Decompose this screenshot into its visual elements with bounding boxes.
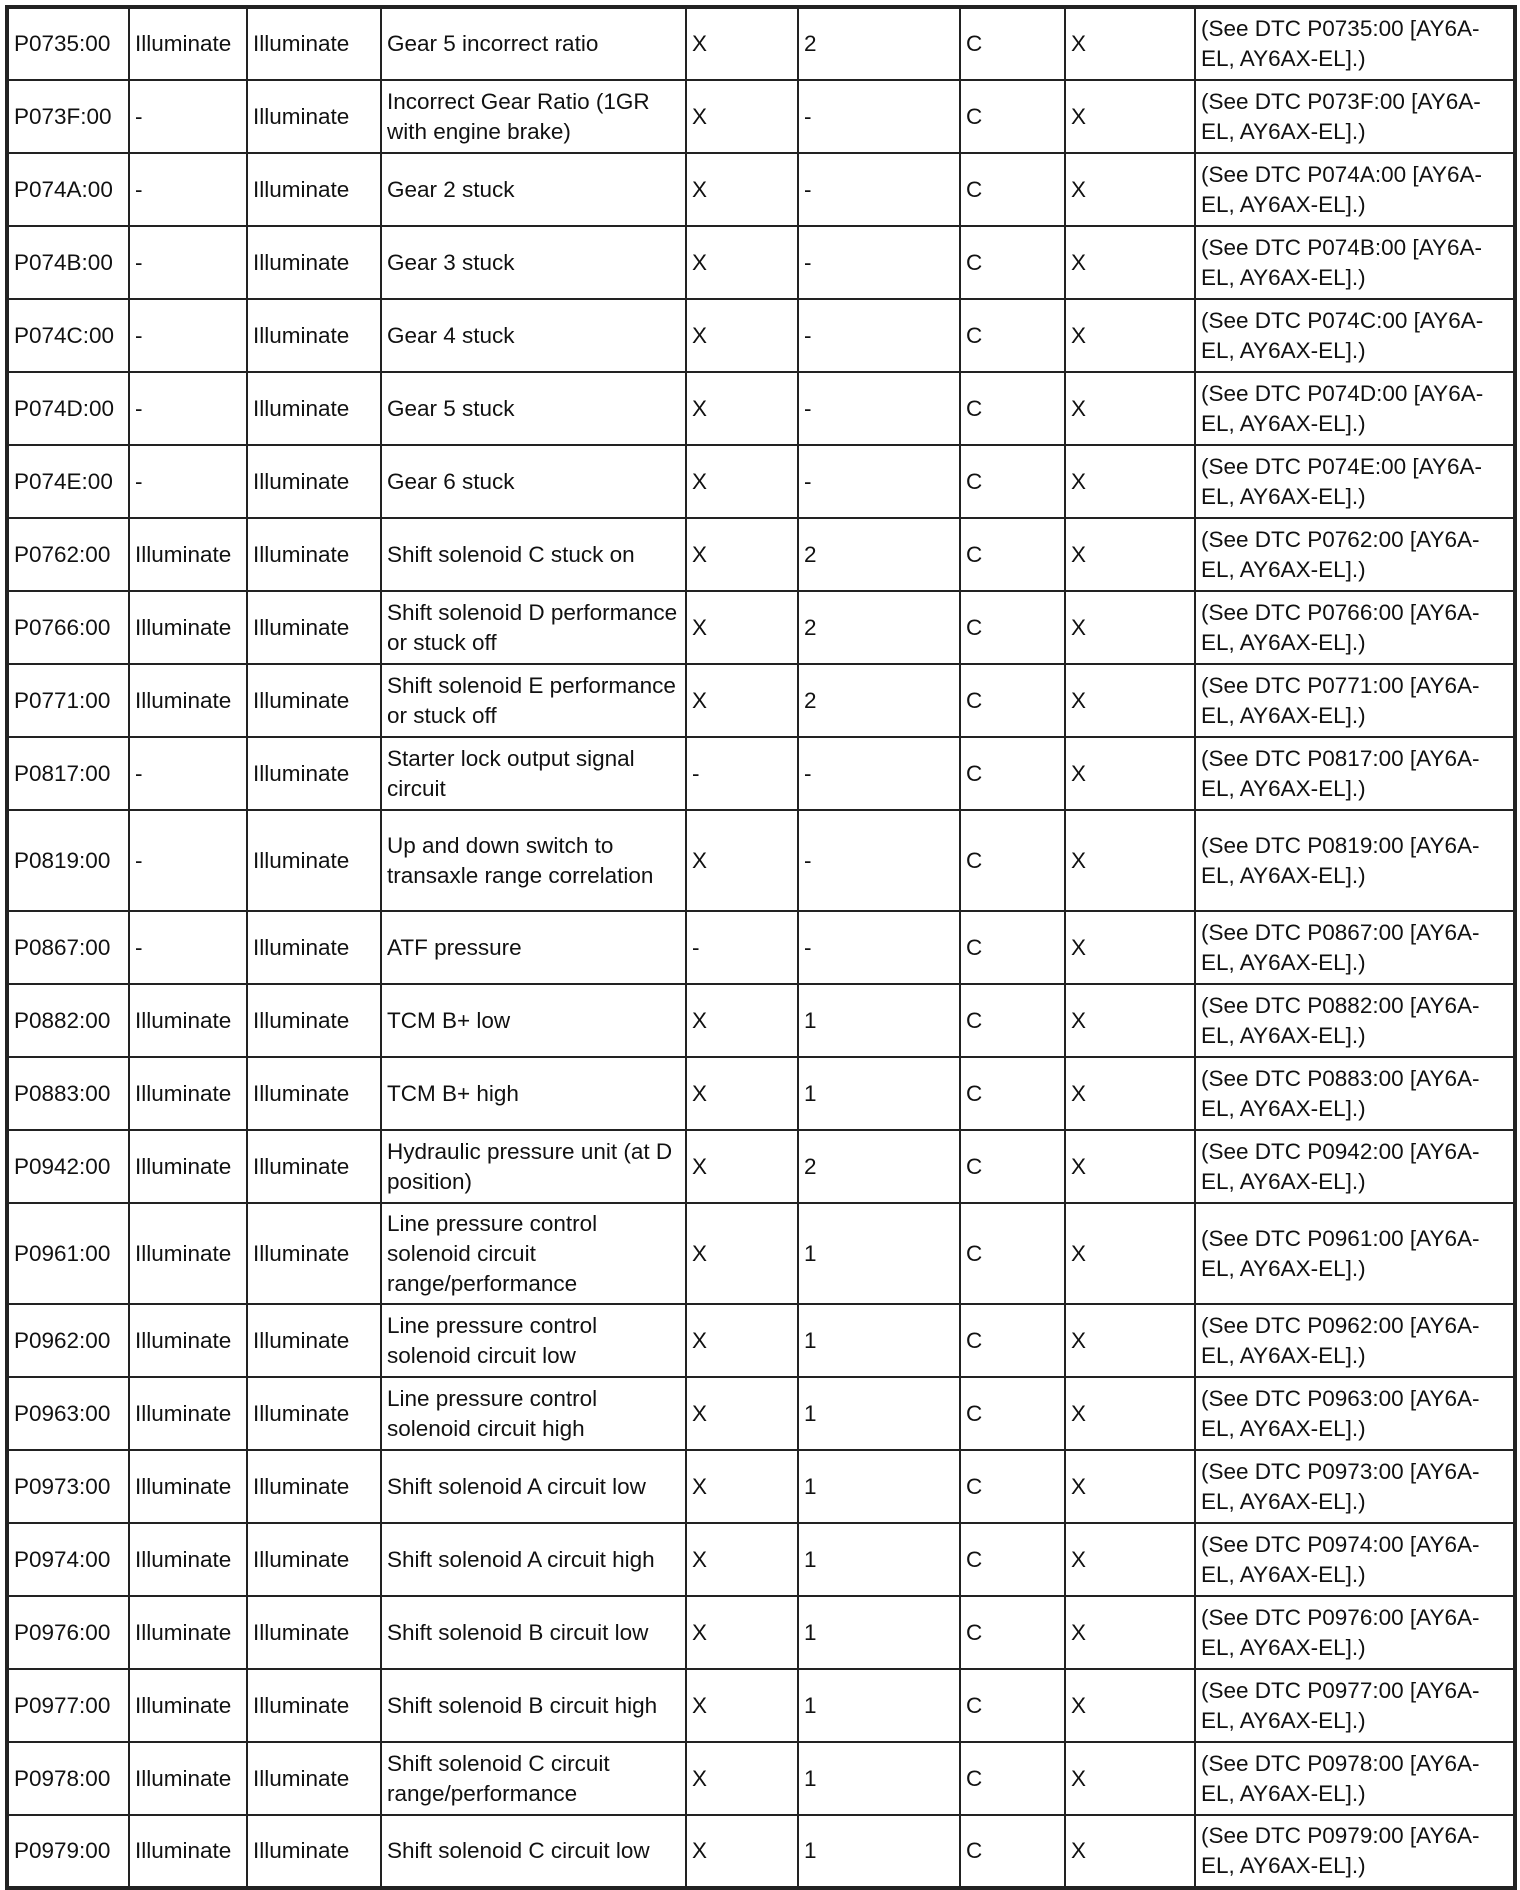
table-row	[7, 1203, 1515, 1304]
column-2-cell: -	[129, 80, 247, 153]
column-5-cell: -	[686, 911, 798, 984]
description-cell: Line pressure control solenoid circuit range/performance	[381, 1203, 686, 1304]
reference-cell: (See DTC P074E:00 [AY6A-EL, AY6AX-EL].)	[1195, 445, 1515, 518]
table-row	[7, 226, 1515, 299]
reference-cell: (See DTC P0974:00 [AY6A-EL, AY6AX-EL].)	[1195, 1523, 1515, 1596]
description-cell: Shift solenoid D performance or stuck off	[381, 591, 686, 664]
table-row	[7, 445, 1515, 518]
column-7-cell: C	[960, 737, 1065, 810]
column-7-cell: C	[960, 226, 1065, 299]
table-row	[7, 911, 1515, 984]
column-6-cell: 1	[798, 1523, 960, 1596]
column-8-cell: X	[1065, 1742, 1195, 1815]
column-7-cell: C	[960, 153, 1065, 226]
column-7-cell: C	[960, 1377, 1065, 1450]
dtc-code-cell: P0819:00	[7, 810, 129, 911]
table-row	[7, 1377, 1515, 1450]
description-cell: Incorrect Gear Ratio (1GR with engine brake)	[381, 80, 686, 153]
column-3-cell: Illuminate	[247, 911, 381, 984]
dtc-code-cell: P0977:00	[7, 1669, 129, 1742]
column-8-cell: X	[1065, 7, 1195, 80]
column-2-cell: Illuminate	[129, 1130, 247, 1203]
reference-cell: (See DTC P0942:00 [AY6A-EL, AY6AX-EL].)	[1195, 1130, 1515, 1203]
column-8-cell: X	[1065, 984, 1195, 1057]
description-cell: Shift solenoid A circuit high	[381, 1523, 686, 1596]
column-6-cell: 1	[798, 1203, 960, 1304]
column-5-cell: X	[686, 810, 798, 911]
column-2-cell: Illuminate	[129, 1203, 247, 1304]
table-row	[7, 372, 1515, 445]
column-2-cell: Illuminate	[129, 7, 247, 80]
column-7-cell: C	[960, 7, 1065, 80]
column-5-cell: X	[686, 1304, 798, 1377]
dtc-code-cell: P0817:00	[7, 737, 129, 810]
column-7-cell: C	[960, 1450, 1065, 1523]
dtc-table-container	[5, 5, 1513, 1890]
column-6-cell: -	[798, 737, 960, 810]
dtc-code-cell: P0882:00	[7, 984, 129, 1057]
description-cell: Shift solenoid C circuit range/performance	[381, 1742, 686, 1815]
column-5-cell: -	[686, 737, 798, 810]
table-row	[7, 984, 1515, 1057]
column-8-cell: X	[1065, 1203, 1195, 1304]
table-row	[7, 1057, 1515, 1130]
column-2-cell: Illuminate	[129, 591, 247, 664]
column-2-cell: Illuminate	[129, 1057, 247, 1130]
dtc-table-body	[7, 7, 1515, 1888]
column-7-cell: C	[960, 372, 1065, 445]
table-row	[7, 1669, 1515, 1742]
column-8-cell: X	[1065, 1130, 1195, 1203]
dtc-code-cell: P074B:00	[7, 226, 129, 299]
column-6-cell: -	[798, 445, 960, 518]
dtc-code-cell: P0766:00	[7, 591, 129, 664]
column-5-cell: X	[686, 153, 798, 226]
column-3-cell: Illuminate	[247, 1742, 381, 1815]
description-cell: Starter lock output signal circuit	[381, 737, 686, 810]
reference-cell: (See DTC P0962:00 [AY6A-EL, AY6AX-EL].)	[1195, 1304, 1515, 1377]
description-cell: Shift solenoid C circuit low	[381, 1815, 686, 1888]
dtc-code-cell: P0771:00	[7, 664, 129, 737]
dtc-code-cell: P0978:00	[7, 1742, 129, 1815]
column-8-cell: X	[1065, 445, 1195, 518]
column-2-cell: Illuminate	[129, 664, 247, 737]
column-3-cell: Illuminate	[247, 1377, 381, 1450]
description-cell: TCM B+ high	[381, 1057, 686, 1130]
table-row	[7, 1523, 1515, 1596]
table-row	[7, 153, 1515, 226]
column-6-cell: -	[798, 226, 960, 299]
column-7-cell: C	[960, 911, 1065, 984]
column-7-cell: C	[960, 591, 1065, 664]
column-5-cell: X	[686, 7, 798, 80]
column-6-cell: 1	[798, 1669, 960, 1742]
column-7-cell: C	[960, 518, 1065, 591]
column-7-cell: C	[960, 1742, 1065, 1815]
column-5-cell: X	[686, 591, 798, 664]
description-cell: Line pressure control solenoid circuit high	[381, 1377, 686, 1450]
reference-cell: (See DTC P0978:00 [AY6A-EL, AY6AX-EL].)	[1195, 1742, 1515, 1815]
column-5-cell: X	[686, 372, 798, 445]
column-6-cell: 1	[798, 1596, 960, 1669]
reference-cell: (See DTC P0979:00 [AY6A-EL, AY6AX-EL].)	[1195, 1815, 1515, 1888]
column-3-cell: Illuminate	[247, 1450, 381, 1523]
column-3-cell: Illuminate	[247, 445, 381, 518]
column-8-cell: X	[1065, 1304, 1195, 1377]
column-5-cell: X	[686, 445, 798, 518]
column-7-cell: C	[960, 80, 1065, 153]
column-5-cell: X	[686, 299, 798, 372]
column-8-cell: X	[1065, 153, 1195, 226]
column-3-cell: Illuminate	[247, 984, 381, 1057]
reference-cell: (See DTC P0762:00 [AY6A-EL, AY6AX-EL].)	[1195, 518, 1515, 591]
table-row	[7, 1596, 1515, 1669]
description-cell: TCM B+ low	[381, 984, 686, 1057]
column-7-cell: C	[960, 1304, 1065, 1377]
dtc-code-cell: P074E:00	[7, 445, 129, 518]
table-row	[7, 1815, 1515, 1888]
column-5-cell: X	[686, 1057, 798, 1130]
column-3-cell: Illuminate	[247, 80, 381, 153]
column-2-cell: Illuminate	[129, 518, 247, 591]
table-row	[7, 7, 1515, 80]
column-3-cell: Illuminate	[247, 153, 381, 226]
column-7-cell: C	[960, 1815, 1065, 1888]
column-8-cell: X	[1065, 737, 1195, 810]
description-cell: Shift solenoid A circuit low	[381, 1450, 686, 1523]
column-6-cell: 2	[798, 1130, 960, 1203]
description-cell: Shift solenoid B circuit low	[381, 1596, 686, 1669]
column-7-cell: C	[960, 664, 1065, 737]
dtc-table	[5, 5, 1517, 1890]
reference-cell: (See DTC P0867:00 [AY6A-EL, AY6AX-EL].)	[1195, 911, 1515, 984]
column-5-cell: X	[686, 984, 798, 1057]
column-2-cell: -	[129, 737, 247, 810]
dtc-code-cell: P073F:00	[7, 80, 129, 153]
reference-cell: (See DTC P0973:00 [AY6A-EL, AY6AX-EL].)	[1195, 1450, 1515, 1523]
column-3-cell: Illuminate	[247, 737, 381, 810]
column-3-cell: Illuminate	[247, 1057, 381, 1130]
reference-cell: (See DTC P0766:00 [AY6A-EL, AY6AX-EL].)	[1195, 591, 1515, 664]
column-2-cell: Illuminate	[129, 984, 247, 1057]
column-5-cell: X	[686, 226, 798, 299]
column-2-cell: -	[129, 153, 247, 226]
dtc-code-cell: P0961:00	[7, 1203, 129, 1304]
reference-cell: (See DTC P074C:00 [AY6A-EL, AY6AX-EL].)	[1195, 299, 1515, 372]
reference-cell: (See DTC P074D:00 [AY6A-EL, AY6AX-EL].)	[1195, 372, 1515, 445]
description-cell: Gear 5 incorrect ratio	[381, 7, 686, 80]
table-row	[7, 299, 1515, 372]
column-5-cell: X	[686, 1815, 798, 1888]
column-6-cell: -	[798, 299, 960, 372]
description-cell: Gear 5 stuck	[381, 372, 686, 445]
table-row	[7, 518, 1515, 591]
column-2-cell: Illuminate	[129, 1742, 247, 1815]
column-3-cell: Illuminate	[247, 226, 381, 299]
description-cell: Shift solenoid B circuit high	[381, 1669, 686, 1742]
table-row	[7, 1742, 1515, 1815]
column-3-cell: Illuminate	[247, 810, 381, 911]
description-cell: Up and down switch to transaxle range correlation	[381, 810, 686, 911]
column-5-cell: X	[686, 1669, 798, 1742]
description-cell: Gear 2 stuck	[381, 153, 686, 226]
column-3-cell: Illuminate	[247, 518, 381, 591]
column-2-cell: Illuminate	[129, 1669, 247, 1742]
column-2-cell: -	[129, 226, 247, 299]
column-3-cell: Illuminate	[247, 1523, 381, 1596]
column-5-cell: X	[686, 1596, 798, 1669]
column-6-cell: 1	[798, 1815, 960, 1888]
column-8-cell: X	[1065, 518, 1195, 591]
column-2-cell: Illuminate	[129, 1523, 247, 1596]
column-7-cell: C	[960, 810, 1065, 911]
dtc-code-cell: P074A:00	[7, 153, 129, 226]
column-5-cell: X	[686, 664, 798, 737]
table-row	[7, 1130, 1515, 1203]
column-7-cell: C	[960, 1669, 1065, 1742]
column-2-cell: -	[129, 372, 247, 445]
description-cell: Gear 4 stuck	[381, 299, 686, 372]
column-8-cell: X	[1065, 1523, 1195, 1596]
column-6-cell: 2	[798, 7, 960, 80]
description-cell: Shift solenoid E performance or stuck off	[381, 664, 686, 737]
reference-cell: (See DTC P0819:00 [AY6A-EL, AY6AX-EL].)	[1195, 810, 1515, 911]
column-3-cell: Illuminate	[247, 1669, 381, 1742]
reference-cell: (See DTC P0771:00 [AY6A-EL, AY6AX-EL].)	[1195, 664, 1515, 737]
column-3-cell: Illuminate	[247, 1203, 381, 1304]
column-6-cell: -	[798, 80, 960, 153]
column-8-cell: X	[1065, 1596, 1195, 1669]
column-2-cell: -	[129, 911, 247, 984]
column-8-cell: X	[1065, 1450, 1195, 1523]
dtc-code-cell: P0974:00	[7, 1523, 129, 1596]
column-5-cell: X	[686, 1130, 798, 1203]
reference-cell: (See DTC P074B:00 [AY6A-EL, AY6AX-EL].)	[1195, 226, 1515, 299]
column-6-cell: -	[798, 911, 960, 984]
column-8-cell: X	[1065, 1815, 1195, 1888]
column-5-cell: X	[686, 80, 798, 153]
dtc-code-cell: P0867:00	[7, 911, 129, 984]
column-3-cell: Illuminate	[247, 591, 381, 664]
column-8-cell: X	[1065, 1057, 1195, 1130]
column-5-cell: X	[686, 1450, 798, 1523]
column-2-cell: -	[129, 299, 247, 372]
dtc-code-cell: P0942:00	[7, 1130, 129, 1203]
column-8-cell: X	[1065, 299, 1195, 372]
column-7-cell: C	[960, 445, 1065, 518]
column-7-cell: C	[960, 1057, 1065, 1130]
description-cell: Line pressure control solenoid circuit low	[381, 1304, 686, 1377]
column-3-cell: Illuminate	[247, 1596, 381, 1669]
column-2-cell: Illuminate	[129, 1377, 247, 1450]
dtc-code-cell: P0963:00	[7, 1377, 129, 1450]
description-cell: Shift solenoid C stuck on	[381, 518, 686, 591]
reference-cell: (See DTC P0961:00 [AY6A-EL, AY6AX-EL].)	[1195, 1203, 1515, 1304]
column-2-cell: Illuminate	[129, 1815, 247, 1888]
column-7-cell: C	[960, 1130, 1065, 1203]
column-6-cell: 1	[798, 1377, 960, 1450]
column-8-cell: X	[1065, 664, 1195, 737]
dtc-code-cell: P0979:00	[7, 1815, 129, 1888]
column-7-cell: C	[960, 1523, 1065, 1596]
description-cell: Hydraulic pressure unit (at D position)	[381, 1130, 686, 1203]
column-2-cell: -	[129, 810, 247, 911]
table-row	[7, 1450, 1515, 1523]
table-row	[7, 591, 1515, 664]
column-8-cell: X	[1065, 911, 1195, 984]
column-6-cell: 1	[798, 984, 960, 1057]
column-5-cell: X	[686, 1377, 798, 1450]
column-6-cell: -	[798, 810, 960, 911]
column-6-cell: 1	[798, 1057, 960, 1130]
column-5-cell: X	[686, 1523, 798, 1596]
column-5-cell: X	[686, 1203, 798, 1304]
reference-cell: (See DTC P0977:00 [AY6A-EL, AY6AX-EL].)	[1195, 1669, 1515, 1742]
column-6-cell: 2	[798, 518, 960, 591]
column-5-cell: X	[686, 1742, 798, 1815]
description-cell: Gear 3 stuck	[381, 226, 686, 299]
column-7-cell: C	[960, 1203, 1065, 1304]
column-7-cell: C	[960, 299, 1065, 372]
column-6-cell: 1	[798, 1742, 960, 1815]
column-8-cell: X	[1065, 1669, 1195, 1742]
column-6-cell: -	[798, 372, 960, 445]
column-2-cell: Illuminate	[129, 1304, 247, 1377]
column-8-cell: X	[1065, 810, 1195, 911]
reference-cell: (See DTC P0963:00 [AY6A-EL, AY6AX-EL].)	[1195, 1377, 1515, 1450]
column-3-cell: Illuminate	[247, 7, 381, 80]
column-2-cell: Illuminate	[129, 1450, 247, 1523]
column-8-cell: X	[1065, 372, 1195, 445]
dtc-code-cell: P0962:00	[7, 1304, 129, 1377]
reference-cell: (See DTC P073F:00 [AY6A-EL, AY6AX-EL].)	[1195, 80, 1515, 153]
dtc-code-cell: P0883:00	[7, 1057, 129, 1130]
reference-cell: (See DTC P0817:00 [AY6A-EL, AY6AX-EL].)	[1195, 737, 1515, 810]
column-3-cell: Illuminate	[247, 1304, 381, 1377]
column-2-cell: -	[129, 445, 247, 518]
column-3-cell: Illuminate	[247, 372, 381, 445]
table-row	[7, 737, 1515, 810]
table-row	[7, 80, 1515, 153]
dtc-code-cell: P0976:00	[7, 1596, 129, 1669]
column-7-cell: C	[960, 984, 1065, 1057]
column-6-cell: -	[798, 153, 960, 226]
description-cell: Gear 6 stuck	[381, 445, 686, 518]
column-8-cell: X	[1065, 591, 1195, 664]
reference-cell: (See DTC P074A:00 [AY6A-EL, AY6AX-EL].)	[1195, 153, 1515, 226]
dtc-code-cell: P0762:00	[7, 518, 129, 591]
table-row	[7, 1304, 1515, 1377]
column-6-cell: 1	[798, 1450, 960, 1523]
description-cell: ATF pressure	[381, 911, 686, 984]
column-7-cell: C	[960, 1596, 1065, 1669]
column-5-cell: X	[686, 518, 798, 591]
reference-cell: (See DTC P0882:00 [AY6A-EL, AY6AX-EL].)	[1195, 984, 1515, 1057]
column-8-cell: X	[1065, 80, 1195, 153]
column-6-cell: 2	[798, 664, 960, 737]
reference-cell: (See DTC P0735:00 [AY6A-EL, AY6AX-EL].)	[1195, 7, 1515, 80]
reference-cell: (See DTC P0883:00 [AY6A-EL, AY6AX-EL].)	[1195, 1057, 1515, 1130]
reference-cell: (See DTC P0976:00 [AY6A-EL, AY6AX-EL].)	[1195, 1596, 1515, 1669]
column-3-cell: Illuminate	[247, 664, 381, 737]
column-6-cell: 1	[798, 1304, 960, 1377]
dtc-code-cell: P074D:00	[7, 372, 129, 445]
dtc-code-cell: P0735:00	[7, 7, 129, 80]
column-3-cell: Illuminate	[247, 1130, 381, 1203]
dtc-code-cell: P0973:00	[7, 1450, 129, 1523]
table-row	[7, 664, 1515, 737]
column-8-cell: X	[1065, 1377, 1195, 1450]
table-row	[7, 810, 1515, 911]
dtc-code-cell: P074C:00	[7, 299, 129, 372]
column-3-cell: Illuminate	[247, 1815, 381, 1888]
column-3-cell: Illuminate	[247, 299, 381, 372]
column-6-cell: 2	[798, 591, 960, 664]
column-2-cell: Illuminate	[129, 1596, 247, 1669]
column-8-cell: X	[1065, 226, 1195, 299]
